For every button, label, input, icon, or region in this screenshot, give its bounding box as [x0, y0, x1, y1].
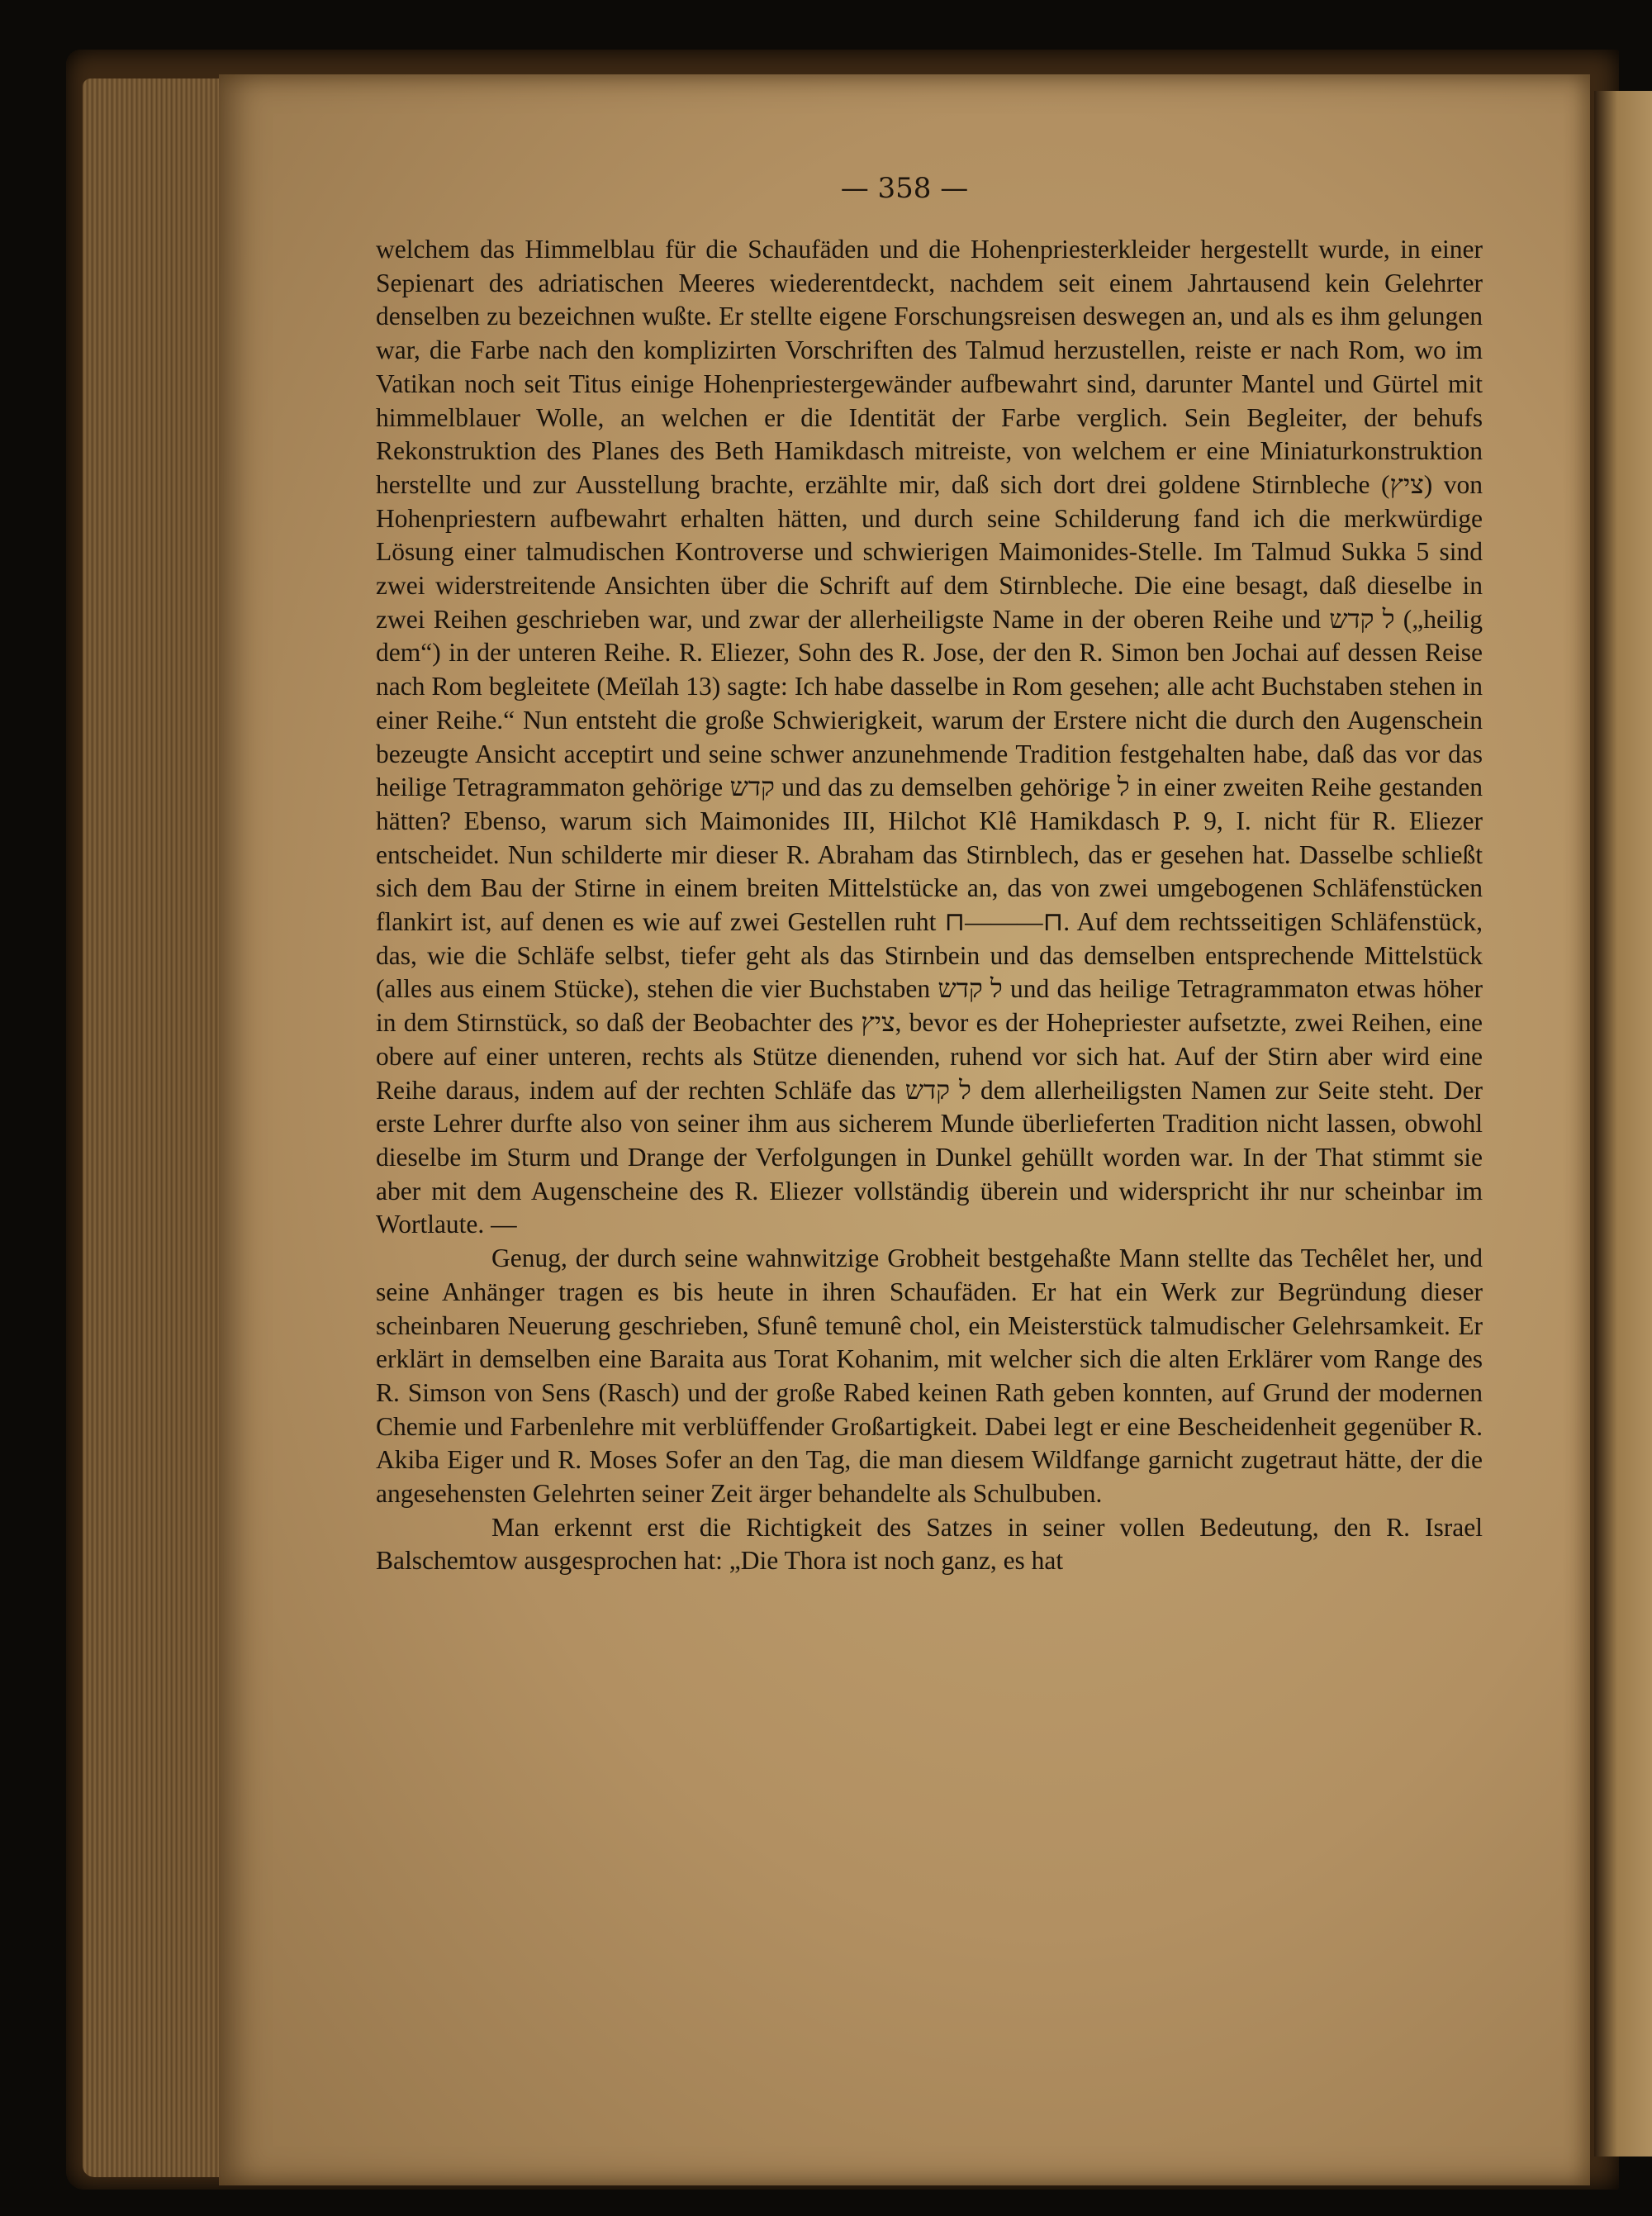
facing-page-edge	[1594, 91, 1652, 2157]
paragraph-1: welchem das Himmelblau für die Schaufäden und die Hohenpriesterkleider hergestellt wurde, in einer Sepienart des adriatischen Meeres wiederentdeckt, nachdem seit einem Jahrtausend kein Gelehrter denselben zu bezeichnen wußte. Er stellte eigene Forschungsreisen deswegen an, und als es ihm gelungen war, die Farbe nach den komplizirten Vorschriften des Talmud herzustellen, reiste er nach Rom, wo im Vatikan noch seit Titus einige Hohenpriestergewänder aufbewahrt sind, darunter Mantel und Gürtel mit himmelblauer Wolle, an welchen er die Identität der Farbe verglich. Sein Begleiter, der behufs Rekonstruktion des Planes des Beth Hamikdasch mitreiste, von welchem er eine Miniaturkonstruktion herstellte und zur Ausstellung brachte, erzählte mir, daß sich dort drei goldene Stirnbleche (ציץ) von Hohenpriestern aufbewahrt erhalten hätten, und durch seine Schilderung fand ich die merkwürdige Lösung einer talmudischen Kontroverse und schwierigen Maimonides-Stelle. Im Talmud Sukka 5 sind zwei widerstreitende Ansichten über die Schrift auf dem Stirnbleche. Die eine besagt, daß dieselbe in zwei Reihen geschrieben war, und zwar der allerheiligste Name in der oberen Reihe und ל קדש („heilig dem“) in der unteren Reihe. R. Eliezer, Sohn des R. Jose, der den R. Simon ben Jochai auf dessen Reise nach Rom begleitete (Meïlah 13) sagte: Ich habe dasselbe in Rom gesehen; alle acht Buchstaben stehen in einer Reihe.“ Nun entsteht die große Schwierigkeit, warum der Erstere nicht die durch den Augenschein bezeugte Ansicht acceptirt und seine schwer anzunehmende Tradition festgehalten habe, daß das vor das heilige Tetragrammaton gehörige קדש und das zu demselben gehörige ל in einer zweiten Reihe gestanden hätten? Ebenso, warum sich Maimonides III, Hilchot Klê Hamikdasch P. 9, I. nicht für R. Eliezer entscheidet. Nun schilderte mir dieser R. Abraham das Stirnblech, das er gesehen hat. Dasselbe schließt sich dem Bau der Stirne in einem breiten Mittelstücke an, das von zwei umgebogenen Schläfenstücken flankirt ist, auf denen es wie auf zwei Gestellen ruht ⊓———⊓. Auf dem rechtsseitigen Schläfenstück, das, wie die Schläfe selbst, tiefer geht als das Stirnbein und das demselben entsprechende Mittelstück (alles aus einem Stücke), stehen die vier Buchstaben ל קדש und das heilige Tetragrammaton etwas höher in dem Stirnstück, so daß der Beobachter des ציץ, bevor es der Hohepriester aufsetzte, zwei Reihen, eine obere auf einer unteren, rechts als Stütze dienenden, ruhend vor sich hat. Auf der Stirn aber wird eine Reihe daraus, indem auf der rechten Schläfe das ל קדש dem allerheiligsten Namen zur Seite steht. Der erste Lehrer durfte also von seiner ihm aus sicherem Munde überlieferten Tradition nicht lassen, obwohl dieselbe im Sturm und Drange der Verfolgungen in Dunkel gehüllt worden war. In der That stimmt sie aber mit dem Augenscheine des R. Eliezer vollständig überein und widerspricht ihr nur scheinbar im Wortlaute. —	[376, 235, 1483, 1239]
paragraph-2: Genug, der durch seine wahnwitzige Grobheit bestgehaßte Mann stellte das Techêlet her, und seine Anhänger tragen es bis heute in ihren Schaufäden. Er hat ein Werk zur Begründung dieser scheinbaren Neuerung geschrieben, Sfunê temunê chol, ein Meisterstück talmudischer Gelehrsamkeit. Er erklärt in demselben eine Baraita aus Torat Kohanim, mit welcher sich die alten Erklärer vom Range des R. Simson von Sens (Rasch) und der große Rabed keinen Rath geben konnten, auf Grund der modernen Chemie und Farbenlehre mit verblüffender Großartigkeit. Dabei legt er eine Bescheidenheit gegenüber R. Akiba Eiger und R. Moses Sofer an den Tag, die man diesem Wildfange garnicht zugetraut hätte, der die angesehensten Gelehrten seiner Zeit ärger behandelte als Schulbuben.	[376, 1244, 1483, 1509]
book-page	[219, 74, 1590, 2185]
page-number: — 358 —	[840, 172, 969, 205]
body-text	[376, 233, 1483, 1578]
paragraph-3: Man erkennt erst die Richtigkeit des Satzes in seiner vollen Bedeutung, den R. Israel Balschemtow ausgesprochen hat: „Die Thora ist noch ganz, es hat	[376, 1512, 1483, 1576]
